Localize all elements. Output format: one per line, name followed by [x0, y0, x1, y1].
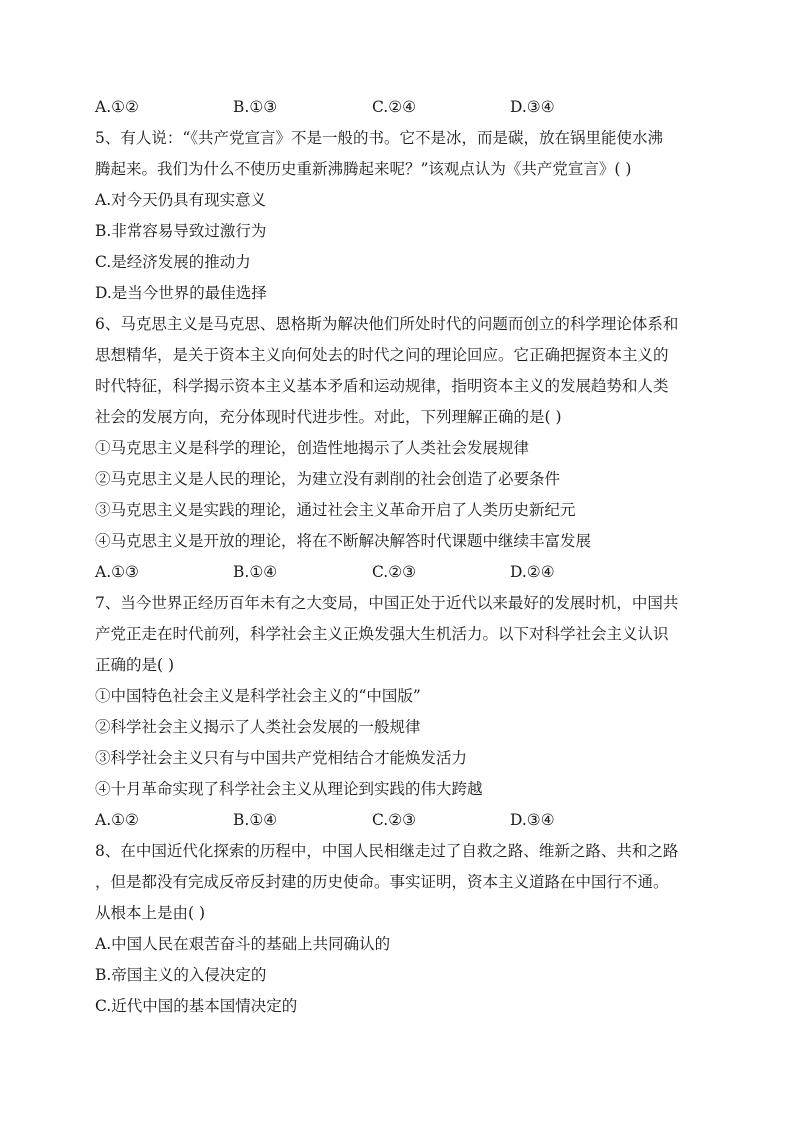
q5-choice-a: A.对今天仍具有现实意义 — [95, 191, 267, 209]
q5-stem-line-2: 腾起来。我们为什么不使历史重新沸腾起来呢？”该观点认为《共产党宣言》( ) — [95, 160, 632, 178]
q6-option-c: C.②③ — [372, 563, 417, 581]
q6-option-a: A.①③ — [95, 563, 139, 581]
q6-options — [95, 562, 715, 582]
q7-option-d: D.③④ — [510, 811, 555, 829]
q5-stem-line-1: 5、有人说：“《共产党宣言》不是一般的书。它不是冰，而是碳，放在锅里能使水沸 — [95, 129, 664, 147]
q6-statement-3: ③马克思主义是实践的理论，通过社会主义革命开启了人类历史新纪元 — [95, 501, 576, 519]
q6-stem-line-3: 时代特征，科学揭示资本主义基本矛盾和运动规律，指明资本主义的发展趋势和人类 — [95, 377, 669, 395]
q7-stem-line-3: 正确的是( ) — [95, 656, 175, 674]
q6-option-b: B.①④ — [233, 563, 278, 581]
q8-stem-line-3: 从根本上是由( ) — [95, 904, 206, 922]
q4-option-c: C.②④ — [372, 98, 417, 116]
q7-option-a: A.①② — [95, 811, 139, 829]
q6-stem-line-1: 6、马克思主义是马克思、恩格斯为解决他们所处时代的问题而创立的科学理论体系和 — [95, 315, 679, 333]
q5-choice-d: D.是当今世界的最佳选择 — [95, 284, 267, 302]
q7-statement-1: ①中国特色社会主义是科学社会主义的“中国版” — [95, 687, 421, 705]
q6-statement-4: ④马克思主义是开放的理论，将在不断解决解答时代课题中继续丰富发展 — [95, 532, 592, 550]
q7-statement-2: ②科学社会主义揭示了人类社会发展的一般规律 — [95, 718, 421, 736]
q4-option-b: B.①③ — [233, 98, 278, 116]
q8-choice-b: B.帝国主义的入侵决定的 — [95, 966, 267, 984]
q4-options — [95, 97, 715, 117]
q8-choice-c: C.近代中国的基本国情决定的 — [95, 997, 298, 1015]
q7-options — [95, 810, 715, 830]
q7-option-c: C.②③ — [372, 811, 417, 829]
q6-stem-line-2: 思想精华，是关于资本主义向何处去的时代之问的理论回应。它正确把握资本主义的 — [95, 346, 669, 364]
q8-stem-line-1: 8、在中国近代化探索的历程中，中国人民相继走过了自救之路、维新之路、共和之路 — [95, 842, 679, 860]
q7-stem-line-2: 产党正走在时代前列，科学社会主义正焕发强大生机活力。以下对科学社会主义认识 — [95, 625, 669, 643]
q7-option-b: B.①④ — [233, 811, 278, 829]
q7-statement-4: ④十月革命实现了科学社会主义从理论到实践的伟大跨越 — [95, 780, 483, 798]
q5-choice-c: C.是经济发展的推动力 — [95, 253, 251, 271]
q4-option-a: A.①② — [95, 98, 139, 116]
q6-stem-line-4: 社会的发展方向，充分体现时代进步性。对此，下列理解正确的是( ) — [95, 408, 562, 426]
q6-option-d: D.②④ — [510, 563, 555, 581]
q7-statement-3: ③科学社会主义只有与中国共产党相结合才能焕发活力 — [95, 749, 468, 767]
q6-statement-2: ②马克思主义是人民的理论，为建立没有剥削的社会创造了必要条件 — [95, 470, 561, 488]
q8-choice-a: A.中国人民在艰苦奋斗的基础上共同确认的 — [95, 935, 391, 953]
q5-choice-b: B.非常容易导致过激行为 — [95, 222, 267, 240]
q6-statement-1: ①马克思主义是科学的理论，创造性地揭示了人类社会发展规律 — [95, 439, 530, 457]
q7-stem-line-1: 7、当今世界正经历百年未有之大变局，中国正处于近代以来最好的发展时机，中国共 — [95, 594, 679, 612]
q4-option-d: D.③④ — [510, 98, 555, 116]
q8-stem-line-2: ，但是都没有完成反帝反封建的历史使命。事实证明，资本主义道路在中国行不通。 — [95, 873, 669, 891]
